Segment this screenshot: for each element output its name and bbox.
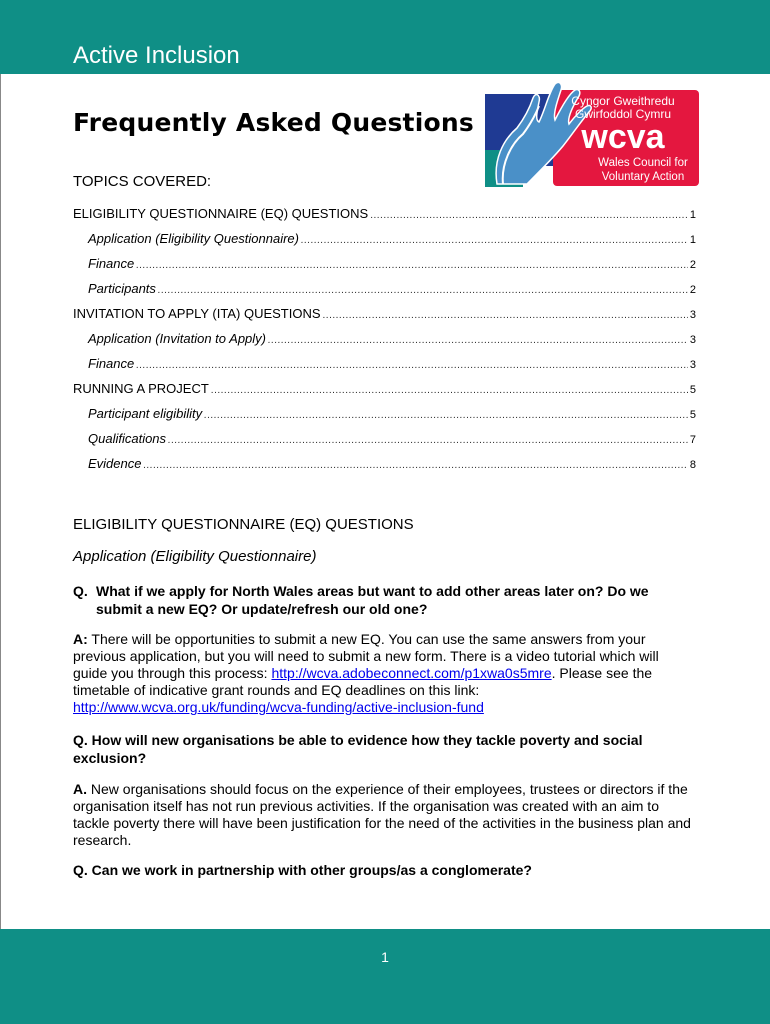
- question-1: [73, 582, 683, 618]
- section-heading: ELIGIBILITY QUESTIONNAIRE (EQ) QUESTIONS: [73, 516, 414, 533]
- toc-entry[interactable]: [73, 231, 696, 256]
- answer-2-label: A.: [73, 781, 87, 797]
- toc-entry-label: Finance: [88, 256, 135, 271]
- toc-leader-dots: [370, 210, 688, 221]
- toc-entry-page: 5: [689, 409, 696, 421]
- toc-entry-page: 3: [689, 334, 696, 346]
- toc-entry[interactable]: [73, 406, 696, 431]
- page-title: Frequently Asked Questions: [73, 108, 474, 137]
- toc-entry-page: 5: [689, 384, 696, 396]
- toc-entry-label: ELIGIBILITY QUESTIONNAIRE (EQ) QUESTIONS: [73, 206, 369, 221]
- toc-leader-dots: [136, 360, 688, 371]
- toc-entry[interactable]: [73, 306, 696, 331]
- toc-leader-dots: [268, 335, 688, 346]
- video-tutorial-link[interactable]: http://wcva.adobeconnect.com/p1xwa0s5mre: [271, 665, 552, 681]
- toc-entry-label: Evidence: [88, 456, 142, 471]
- toc-entry-label: Finance: [88, 356, 135, 371]
- toc-leader-dots: [301, 235, 688, 246]
- header-title: Active Inclusion: [73, 42, 240, 69]
- footer-bar: [0, 929, 770, 1024]
- toc-entry-page: 3: [689, 309, 696, 321]
- table-of-contents: [73, 206, 696, 481]
- answer-1-text-2: Please see the timetable of indicative grant rounds and EQ deadlines on this link:: [73, 665, 653, 698]
- answer-1-text: There will be opportunities to submit a new EQ. You can use the same answers from your previous application, but you will need to submit a new form. There is a video tutorial which will guide you through this process:: [73, 631, 659, 681]
- toc-entry-label: Application (Invitation to Apply): [88, 331, 267, 346]
- page-number: 1: [381, 949, 389, 965]
- logo-line-3: Wales Council for: [598, 157, 688, 169]
- topics-label: TOPICS COVERED:: [73, 173, 212, 190]
- question-3: Q. Can we work in partnership with other groups/as a conglomerate?: [73, 862, 532, 878]
- answer-2: [73, 781, 693, 849]
- toc-entry-label: Application (Eligibility Questionnaire): [88, 231, 299, 246]
- toc-leader-dots: [143, 460, 687, 471]
- toc-entry-label: Participants: [88, 281, 156, 296]
- question-1-label: Q.: [73, 583, 88, 599]
- toc-entry-page: 2: [689, 284, 696, 296]
- toc-entry-page: 2: [689, 259, 696, 271]
- toc-entry-page: 3: [689, 359, 696, 371]
- logo-line-4: Voluntary Action: [601, 171, 685, 183]
- toc-entry-label: Participant eligibility: [88, 406, 203, 421]
- toc-entry[interactable]: [73, 431, 696, 456]
- toc-entry[interactable]: [73, 281, 696, 306]
- header-bar: [0, 0, 770, 74]
- toc-leader-dots: [168, 435, 688, 446]
- toc-leader-dots: [204, 410, 688, 421]
- toc-entry-page: 1: [689, 209, 696, 221]
- subsection-heading: Application (Eligibility Questionnaire): [73, 548, 317, 565]
- toc-leader-dots: [323, 310, 688, 321]
- question-1-text: What if we apply for North Wales areas but want to add other areas later on? Do we submit a new EQ? Or update/refresh our old one?: [96, 583, 649, 617]
- toc-entry-label: RUNNING A PROJECT: [73, 381, 209, 396]
- toc-entry-label: INVITATION TO APPLY (ITA) QUESTIONS: [73, 306, 321, 321]
- toc-entry[interactable]: [73, 331, 696, 356]
- question-2: Q. How will new organisations be able to evidence how they tackle poverty and social exclusion?: [73, 732, 643, 766]
- toc-entry-page: 7: [689, 434, 696, 446]
- toc-entry-page: 1: [689, 234, 696, 246]
- logo-line-2: Gwirfoddol Cymru: [574, 107, 672, 121]
- toc-entry[interactable]: [73, 256, 696, 281]
- toc-entry-page: 8: [689, 459, 696, 471]
- toc-entry[interactable]: [73, 356, 696, 381]
- answer-2-text: New organisations should focus on the experience of their employees, trustees or directors if the organisation itself has not run previous activities. If the organisation was created with an aim to tackle poverty there will have been justification for the need of the activities in the business plan and research.: [73, 781, 691, 848]
- toc-leader-dots: [211, 385, 688, 396]
- logo-acronym: wcva: [581, 118, 665, 156]
- toc-entry[interactable]: [73, 456, 696, 481]
- toc-entry[interactable]: [73, 206, 696, 231]
- wcva-logo: [483, 80, 699, 188]
- answer-1-label: A:: [73, 631, 88, 647]
- logo-line-1: Cyngor Gweithredu: [571, 94, 675, 108]
- toc-leader-dots: [158, 285, 688, 296]
- answer-1: A: There will be opportunities to submit a new EQ. You can use the same answers from your previous application, but you will need to submit a new form. There is a video tutorial which will guide you through this process: http://wcva.adobeconnect.com/p1xwa0s5mre. Please see the timetable of indicative grant rounds and EQ deadlines on this link: http://www.wcva.org.uk/funding/wcva-funding/active-inclusion-fund: [73, 631, 659, 715]
- toc-entry[interactable]: [73, 381, 696, 406]
- toc-entry-label: Qualifications: [88, 431, 167, 446]
- page-border: [0, 74, 1, 929]
- toc-leader-dots: [136, 260, 688, 271]
- grant-rounds-link[interactable]: http://www.wcva.org.uk/funding/wcva-funding/active-inclusion-fund: [73, 699, 484, 715]
